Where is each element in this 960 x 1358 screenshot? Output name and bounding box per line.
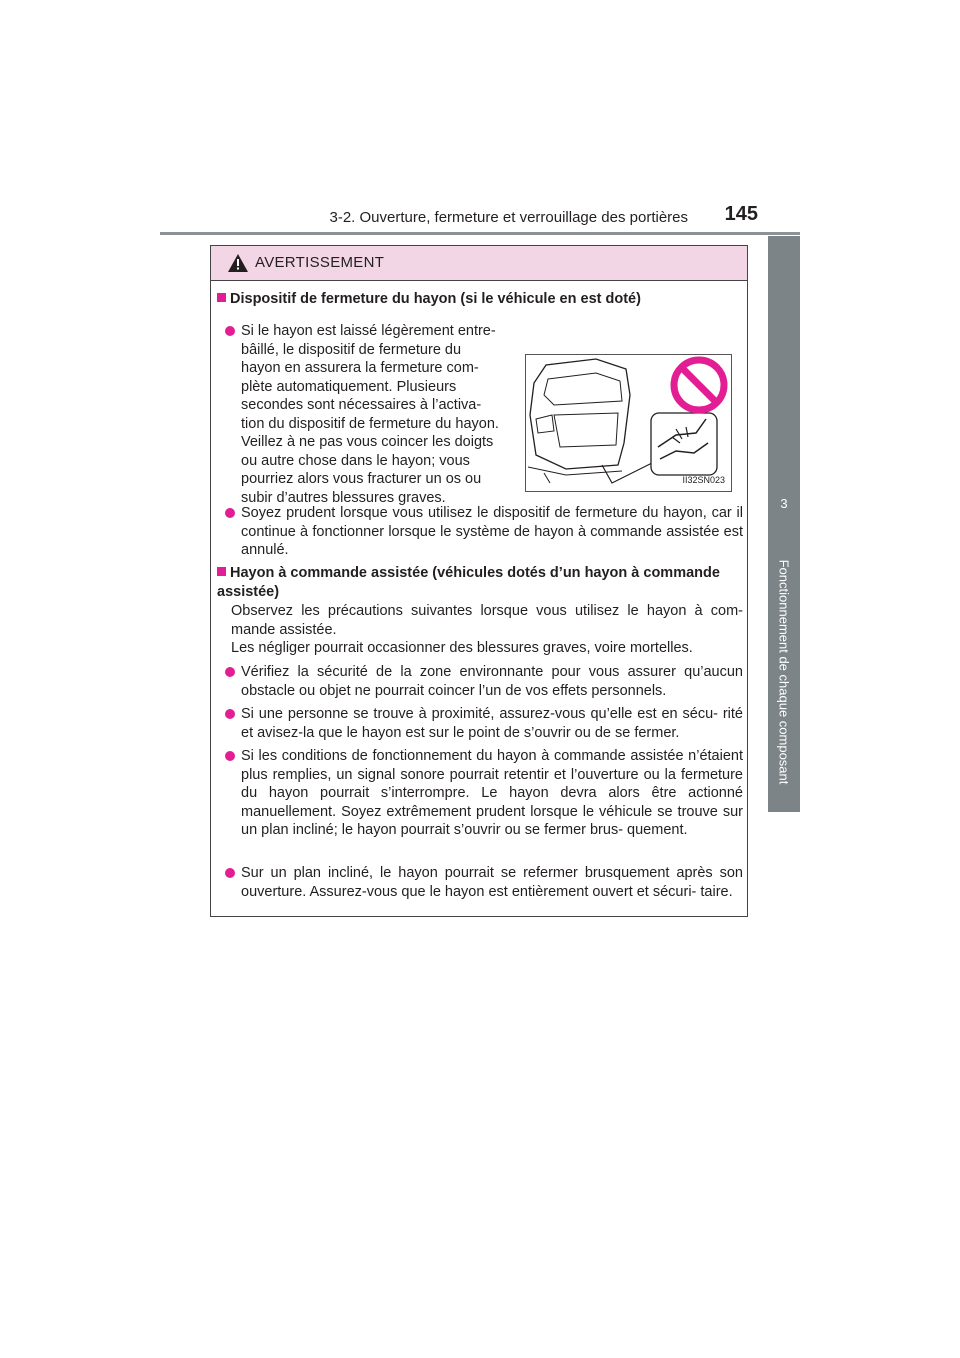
warning-title: AVERTISSEMENT bbox=[255, 254, 385, 271]
header-rule bbox=[160, 232, 800, 235]
circle-bullet-icon bbox=[225, 868, 235, 878]
bullet-people-nearby: Si une personne se trouve à proximité, assurez-vous qu’elle est en sécu- rité et avisez-la que le hayon est sur le point de s’ouvrir ou de se fermer. bbox=[225, 705, 743, 742]
square-bullet-icon bbox=[217, 567, 226, 576]
page-number: 145 bbox=[724, 203, 758, 225]
circle-bullet-icon bbox=[225, 508, 235, 518]
chapter-label: Fonctionnement de chaque composant bbox=[776, 559, 792, 785]
bullet-closer-caution: Soyez prudent lorsque vous utilisez le dispositif de fermeture du hayon, car il continue à fonctionner lorsque le système de hayon à commande assistée est annulé. bbox=[225, 504, 743, 560]
warning-header bbox=[211, 246, 747, 281]
power-tailgate-intro2: Les négliger pourrait occasionner des blessures graves, voire mortelles. bbox=[231, 640, 693, 656]
page-header bbox=[160, 203, 800, 233]
warning-triangle-icon bbox=[228, 254, 248, 272]
circle-bullet-icon bbox=[225, 751, 235, 761]
bullet-conditions: Si les conditions de fonctionnement du hayon à commande assistée n’étaient plus remplies, un signal sonore pourrait retentir et l’ouverture ou la fermeture du hayon pourrait s’interrompre. Le hayon devra alors être actionné manuellement. Soyez extrêmement prudent lorsque le véhicule se trouve sur un plan incliné; le hayon pourrait s’ouvrir ou se fermer brus- quement. bbox=[225, 747, 743, 840]
bullet-incline: Sur un plan incliné, le hayon pourrait se refermer brusquement après son ouverture. Assurez-vous que le hayon est entièrement ouvert et sécuri- taire. bbox=[225, 864, 743, 901]
figure-code: II32SN023 bbox=[682, 474, 725, 485]
circle-bullet-icon bbox=[225, 667, 235, 677]
subheading-tailgate-closer: Dispositif de fermeture du hayon (si le véhicule en est doté) bbox=[217, 290, 745, 309]
tailgate-illustration bbox=[525, 354, 732, 492]
section-title: 3-2. Ouverture, fermeture et verrouillage des portières bbox=[329, 209, 688, 226]
circle-bullet-icon bbox=[225, 326, 235, 336]
bullet-surroundings: Vérifiez la sécurité de la zone environnante pour vous assurer qu’aucun obstacle ou objet ne pourrait coincer l’un de vos effets personnels. bbox=[225, 663, 743, 700]
power-tailgate-intro: Observez les précautions suivantes lorsque vous utilisez le hayon à com- mande assistée. bbox=[231, 603, 743, 638]
bullet-closer-operation: Si le hayon est laissé légèrement entre- bâillé, le dispositif de fermeture du hayon en assurera la fermeture com- plète automatiquement. Plusieurs secondes sont nécessaires à l’activa- tion du dispositif de fermeture du hayon. Veillez à ne pas vous coincer les doigts ou autre chose dans le hayon; vous pourriez alors vous fracturer un os ou subir d’autres blessures graves. bbox=[225, 322, 517, 507]
chapter-number: 3 bbox=[780, 496, 788, 511]
warning-box bbox=[210, 245, 748, 917]
circle-bullet-icon bbox=[225, 709, 235, 719]
square-bullet-icon bbox=[217, 293, 226, 302]
subheading-power-tailgate: Hayon à commande assistée (véhicules dotés d’un hayon à commande assistée) bbox=[217, 565, 720, 600]
